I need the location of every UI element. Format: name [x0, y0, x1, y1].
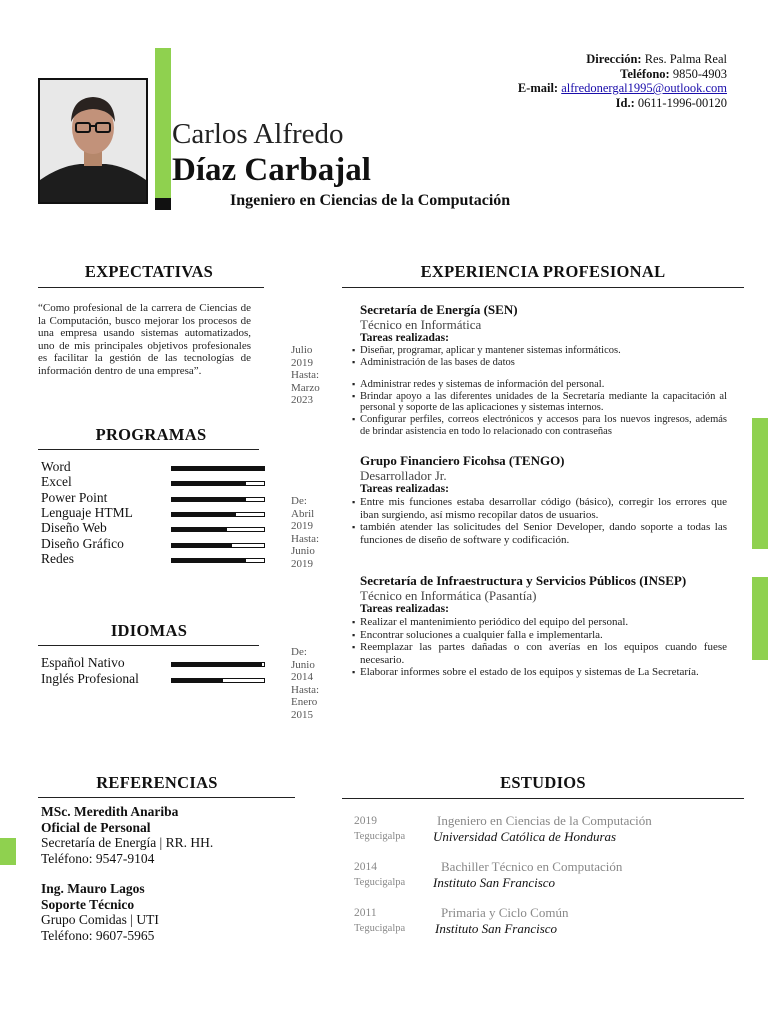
skill-row: [41, 536, 266, 551]
job-entry: [360, 302, 727, 437]
job-task: ▪ Encontrar soluciones a cualquier falla e implementarla.: [360, 629, 727, 642]
profile-photo: [38, 78, 148, 204]
job-company: Grupo Financiero Ficohsa (TENGO): [360, 453, 565, 468]
skill-label: Power Point: [41, 489, 108, 505]
reference-name: Ing. Mauro Lagos: [41, 881, 145, 896]
skill-label: Diseño Web: [41, 520, 107, 536]
job-company: Secretaría de Energía (SEN): [360, 302, 518, 317]
reference-role: Oficial de Personal: [41, 819, 151, 835]
job-entry: [360, 573, 727, 679]
reference-role: Soporte Técnico: [41, 896, 135, 912]
person-icon: [40, 80, 146, 202]
job-task: ▪ también atender las solicitudes del Senior Developer, dando soporte a todas las funciones de diseño de software y codificación.: [360, 521, 727, 546]
study-school: Universidad Católica de Honduras: [433, 829, 617, 844]
referencias-list: [41, 804, 213, 943]
skill-level-bar: [171, 558, 265, 563]
job-tasks-heading: Tareas realizadas:: [360, 483, 449, 495]
expectativas-divider: [38, 287, 264, 288]
right-accent-bar-1: [752, 418, 768, 549]
skill-label: Word: [41, 459, 71, 474]
skill-label: Excel: [41, 474, 72, 490]
contact-email: E-mail: alfredonergal1995@outlook.com: [517, 81, 727, 95]
job-task-list: [360, 345, 727, 368]
skill-label: Español Nativo: [41, 655, 125, 670]
programas-divider: [38, 449, 259, 450]
reference-org: Secretaría de Energía | RR. HH.: [41, 835, 214, 850]
skill-level-bar: [171, 527, 265, 532]
job-dates: Julio 2019 Hasta: Marzo 2023: [291, 344, 320, 407]
job-task-list: [360, 616, 727, 679]
contact-id: Id.: 0611-1996-00120: [615, 95, 727, 110]
skill-label: Diseño Gráfico: [41, 535, 124, 551]
skill-level-fill: [172, 467, 264, 470]
skill-label: Inglés Profesional: [41, 671, 139, 686]
experiencia-divider: [342, 287, 744, 288]
study-year: 2011: [354, 907, 377, 919]
skill-level-bar: [171, 466, 265, 471]
job-entry: [360, 453, 727, 546]
referencias-divider: [38, 797, 295, 798]
study-city: Tegucigalpa: [354, 923, 406, 934]
experiencia-heading: EXPERIENCIA PROFESIONAL: [420, 262, 666, 281]
header-accent-square: [155, 198, 171, 210]
job-task: ▪ Administración de las bases de datos: [360, 357, 727, 369]
study-city: Tegucigalpa: [354, 877, 406, 888]
reference-phone: Teléfono: 9607-5965: [41, 927, 155, 943]
job-dates: De: Abril 2019 Hasta: Junio 2019: [291, 495, 320, 570]
estudios-divider: [342, 798, 744, 799]
skill-label: Lenguaje HTML: [41, 504, 133, 520]
job-task: ▪ Entre mis funciones estaba desarrollar código (básico), corregir los errores que iban surgiendo, así mismo recopilar datos de usuarios.: [360, 496, 727, 521]
left-accent-bar: [0, 838, 16, 865]
header-accent-bar: [155, 48, 171, 200]
skill-row: [41, 505, 266, 520]
skill-level-bar: [171, 678, 265, 683]
job-task: ▪ Brindar apoyo a las diferentes unidades de la Secretaría mediante la capacitación al personal y soporte de las aplicaciones y sistemas internos.: [360, 391, 727, 414]
programas-heading: PROGRAMAS: [95, 425, 207, 444]
profession-title: Ingeniero en Ciencias de la Computación: [230, 192, 511, 209]
skill-level-fill: [172, 663, 262, 666]
study-title: Ingeniero en Ciencias de la Computación: [437, 813, 652, 828]
reference-org: Grupo Comidas | UTI: [41, 912, 159, 927]
job-task: ▪ Diseñar, programar, aplicar y mantener sistemas informáticos.: [360, 345, 727, 357]
job-task: ▪ Elaborar informes sobre el estado de los equipos y sistemas de La Secretaría.: [360, 666, 727, 679]
estudios-heading: ESTUDIOS: [500, 773, 586, 792]
study-school: Instituto San Francisco: [435, 921, 558, 936]
skill-row: [41, 459, 266, 474]
skill-row: [41, 655, 266, 670]
referencias-heading: REFERENCIAS: [96, 773, 218, 792]
first-name: Carlos Alfredo: [172, 118, 344, 150]
job-task: ▪ Reemplazar las partes dañadas o con averías en los equipos cuando fuese necesario.: [360, 641, 727, 666]
job-role: Técnico en Informática (Pasantía): [360, 588, 537, 603]
skill-level-fill: [172, 679, 223, 682]
study-year: 2014: [354, 861, 377, 873]
contact-phone: Teléfono: 9850-4903: [620, 66, 727, 81]
skill-row: [41, 551, 266, 566]
job-task-list: [360, 379, 727, 437]
job-task: ▪ Realizar el mantenimiento periódico del equipo del personal.: [360, 616, 727, 629]
skill-level-fill: [172, 544, 232, 547]
skill-level-bar: [171, 497, 265, 502]
job-task: ▪ Configurar perfiles, correos electrónicos y accesos para los nuevos ingresos, además de brindar asistencia en todo lo relacionado con contraseñas: [360, 414, 727, 437]
skill-level-bar: [171, 512, 265, 517]
skill-level-bar: [171, 543, 265, 548]
skill-label: Redes: [41, 550, 74, 566]
email-link[interactable]: alfredonergal1995@outlook.com: [561, 81, 727, 95]
job-role: Técnico en Informática: [360, 317, 482, 332]
skill-level-fill: [172, 498, 246, 501]
skill-row: [41, 490, 266, 505]
job-role: Desarrollador Jr.: [360, 468, 447, 483]
study-title: Primaria y Ciclo Común: [441, 905, 569, 920]
skill-level-fill: [172, 528, 227, 531]
contact-block: [518, 52, 727, 110]
last-name: Díaz Carbajal: [172, 152, 371, 188]
reference-phone: Teléfono: 9547-9104: [41, 850, 155, 866]
study-city: Tegucigalpa: [354, 831, 406, 842]
skill-row: [41, 520, 266, 535]
job-task-list: [360, 496, 727, 546]
job-dates: De: Junio 2014 Hasta: Enero 2015: [291, 646, 320, 721]
idiomas-heading: IDIOMAS: [110, 621, 188, 640]
right-accent-bar-2: [752, 577, 768, 660]
skill-level-bar: [171, 481, 265, 486]
skill-row: [41, 671, 266, 686]
skill-level-fill: [172, 482, 246, 485]
study-title: Bachiller Técnico en Computación: [441, 859, 623, 874]
job-tasks-heading: Tareas realizadas:: [360, 603, 449, 615]
expectativas-heading: EXPECTATIVAS: [84, 262, 214, 281]
job-tasks-heading: Tareas realizadas:: [360, 332, 449, 344]
skill-level-fill: [172, 559, 246, 562]
job-task: ▪ Administrar redes y sistemas de información del personal.: [360, 379, 727, 391]
study-school: Instituto San Francisco: [433, 875, 556, 890]
expectativas-text: “Como profesional de la carrera de Ciencias de la Computación, busco mejorar los procesos de una empresa usando sistemas automatizados, uno de mis principales objetivos profesionales es facilitar la gestión de las tecnologías de información dentro de una empresa”.: [38, 302, 251, 377]
job-company: Secretaría de Infraestructura y Servicios Públicos (INSEP): [360, 573, 687, 588]
skill-level-fill: [172, 513, 236, 516]
study-year: 2019: [354, 815, 377, 827]
reference-name: MSc. Meredith Anariba: [41, 804, 179, 819]
idiomas-divider: [38, 645, 259, 646]
skill-row: [41, 474, 266, 489]
skill-level-bar: [171, 662, 265, 667]
contact-address: Dirección: Res. Palma Real: [586, 52, 727, 66]
